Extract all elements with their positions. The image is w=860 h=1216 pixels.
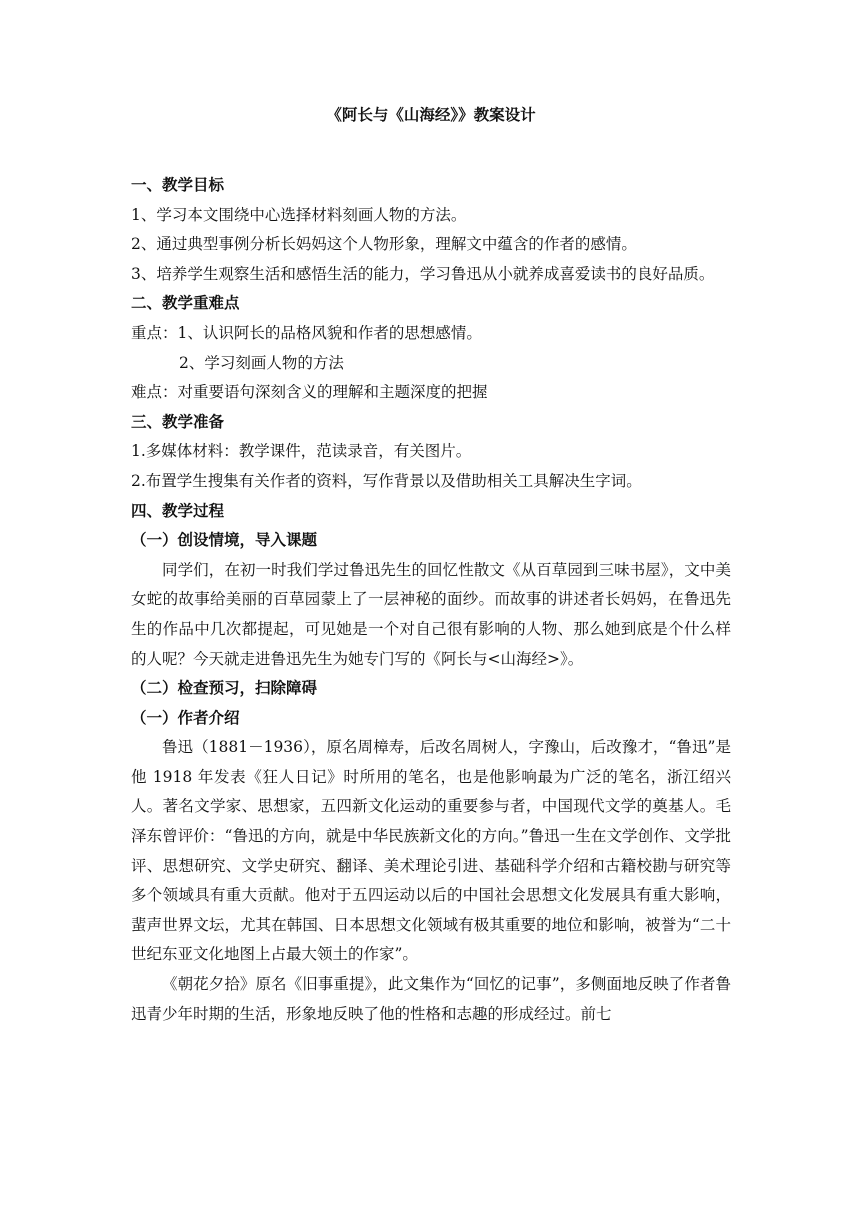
- process-part-2-heading: （二）检查预习，扫除障碍: [131, 679, 318, 698]
- objective-item-2: 2、通过典型事例分析长妈妈这个人物形象，理解文中蕴含的作者的感情。: [131, 235, 637, 254]
- section-heading-process: 四、教学过程: [131, 501, 225, 520]
- document-page: [131, 103, 731, 1029]
- difficulty-point: 难点：对重要语句深刻含义的理解和主题深度的把握: [131, 383, 488, 402]
- section-heading-objectives: 一、教学目标: [131, 176, 225, 194]
- preparation-item-1: 1.多媒体材料：教学课件，范读录音，有关图片。: [131, 442, 472, 461]
- author-introduction-text: 鲁迅（1881－1936），原名周樟寿，后改名周树人，字豫山，后改豫才，“鲁迅”是他 1918 年发表《狂人日记》时所用的笔名，也是他影响最为广泛的笔名，浙江绍兴人。著名文学家、思想家，五四新文化运动的重要参与者，中国现代文学的奠基人。毛泽东曾评价：“鲁迅的方向，就是中华民族新文化的方向。”鲁迅一生在文学创作、文学批评、思想研究、文学史研究、翻译、美术理论引进、基础科学介绍和古籍校勘与研究等多个领域具有重大贡献。他对于五四运动以后的中国社会思想文化发展具有重大影响，蜚声世界文坛，尤其在韩国、日本思想文化领域有极其重要的地位和影响，被誉为“二十世纪东亚文化地图上占最大领土的作家”。: [131, 738, 731, 964]
- process-part-3-heading: （一）作者介绍: [131, 708, 240, 727]
- process-part-1-text: 同学们，在初一时我们学过鲁迅先生的回忆性散文《从百草园到三味书屋》，文中美女蛇的故事给美丽的百草园蒙上了一层神秘的面纱。而故事的讲述者长妈妈，在鲁迅先生的作品中几次都提起，可见她是一个对自己很有影响的人物、那么她到底是个什么样的人呢？今天就走进鲁迅先生为她专门写的《阿长与<山海经>》。: [131, 560, 731, 668]
- process-part-1-heading: （一）创设情境，导入课题: [131, 531, 318, 550]
- objective-item-1: 1、学习本文围绕中心选择材料刻画人物的方法。: [131, 205, 467, 224]
- document-title: 《阿长与《山海经》》教案设计: [326, 106, 536, 124]
- key-point-2: 2、学习刻画人物的方法: [179, 353, 344, 372]
- section-heading-key-points: 二、教学重难点: [131, 294, 240, 313]
- book-introduction-text: 《朝花夕拾》原名《旧事重提》，此文集作为“回忆的记事”，多侧面地反映了作者鲁迅青少年时期的生活，形象地反映了他的性格和志趣的形成经过。前七: [131, 975, 731, 1023]
- objective-item-3: 3、培养学生观察生活和感悟生活的能力，学习鲁迅从小就养成喜爱读书的良好品质。: [131, 264, 715, 283]
- preparation-item-2: 2.布置学生搜集有关作者的资料，写作背景以及借助相关工具解决生字词。: [131, 471, 642, 490]
- section-heading-preparation: 三、教学准备: [131, 412, 225, 431]
- key-point-1: 重点：1、认识阿长的品格风貌和作者的思想感情。: [131, 323, 482, 342]
